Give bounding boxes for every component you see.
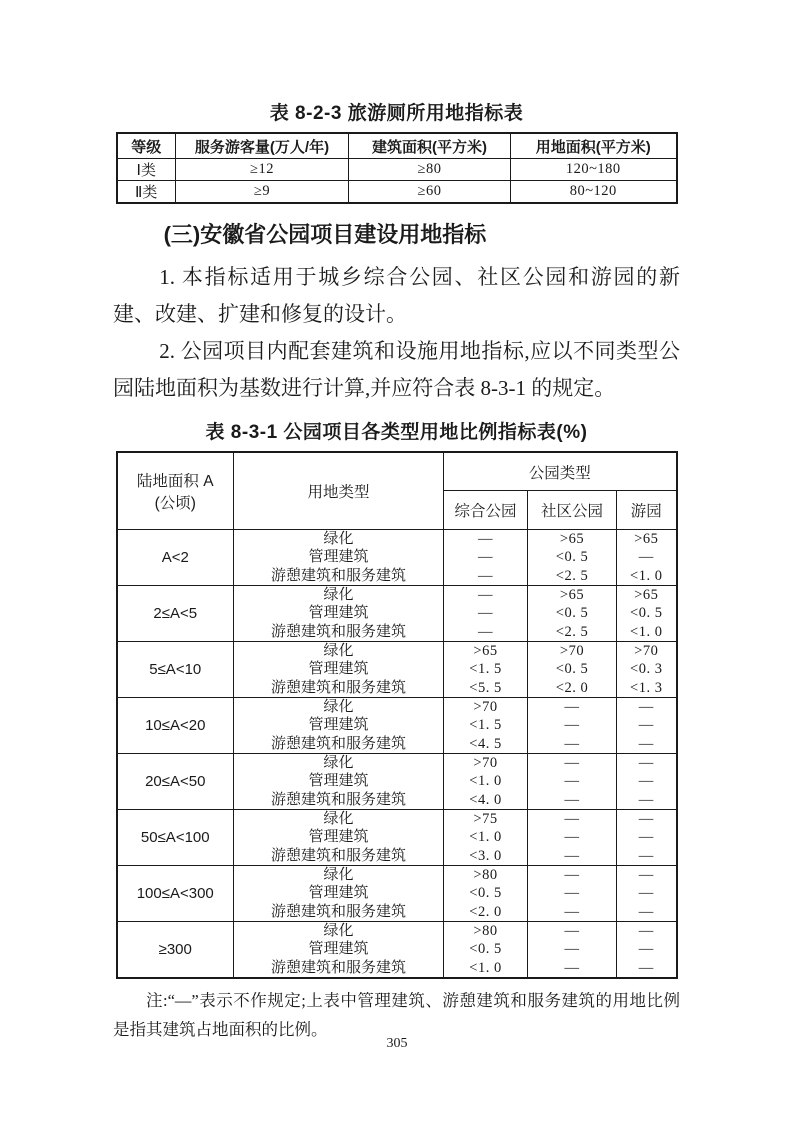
value-line: <1. 5 — [469, 661, 502, 678]
land-type-line: 管理建筑 — [308, 548, 369, 566]
column-header-park-type: 游园 — [617, 491, 677, 530]
value-cell — [444, 698, 528, 754]
land-type-line: 游憩建筑和服务建筑 — [270, 958, 406, 976]
value-line: <1. 0 — [469, 959, 502, 976]
area-cell: 10≤A<20 — [117, 698, 234, 754]
area-cell: ≥300 — [117, 922, 234, 979]
value-line: — — [478, 531, 493, 548]
table-row-group — [117, 586, 677, 642]
table-row-group — [117, 698, 677, 754]
land-type-line: 管理建筑 — [308, 940, 369, 958]
value-cell — [444, 642, 528, 698]
value-line: — — [564, 699, 580, 716]
value-line: >70 — [559, 643, 585, 660]
land-type-line: 游憩建筑和服务建筑 — [270, 678, 406, 696]
land-type-line: 绿化 — [323, 754, 354, 772]
land-type-cell — [234, 698, 444, 754]
table-park — [116, 451, 678, 979]
value-cell — [528, 530, 617, 586]
value-line: — — [564, 755, 580, 772]
paragraph-calculation: 2. 公园项目内配套建筑和设施用地指标,应以不同类型公园陆地面积为基数进行计算,并应符合表 8-3-1 的规定。 — [113, 339, 680, 400]
value-cell — [617, 698, 677, 754]
value-line: <4. 0 — [469, 791, 502, 808]
area-cell: 20≤A<50 — [117, 754, 234, 810]
value-cell — [617, 754, 677, 810]
value-cell — [444, 922, 528, 979]
table-park-body — [117, 530, 677, 979]
value-line: >70 — [634, 643, 659, 660]
section-heading: (三)安徽省公园项目建设用地指标 — [163, 222, 487, 247]
land-type-line: 管理建筑 — [308, 604, 369, 622]
value-line: — — [564, 903, 580, 920]
land-type-line: 游憩建筑和服务建筑 — [270, 846, 406, 864]
value-line: >65 — [559, 531, 585, 548]
value-line: — — [564, 773, 580, 790]
value-line: — — [478, 549, 493, 566]
page-number: 305 — [386, 1036, 408, 1051]
value-line: <0. 5 — [469, 941, 502, 958]
value-line: <0. 3 — [630, 661, 663, 678]
value-cell — [617, 866, 677, 922]
value-line: — — [638, 903, 654, 920]
value-cell — [617, 586, 677, 642]
value-line: — — [564, 959, 580, 976]
table-park-header-row-1 — [117, 452, 677, 491]
column-header: 等级 — [117, 133, 176, 159]
value-line: — — [564, 735, 580, 752]
column-header: 用地面积(平方米) — [511, 133, 677, 159]
land-type-line: 游憩建筑和服务建筑 — [270, 566, 406, 584]
column-header: 服务游客量(万人/年) — [176, 133, 349, 159]
value-line: — — [638, 959, 654, 976]
value-line: — — [564, 791, 580, 808]
value-line: <0. 5 — [630, 605, 663, 622]
value-line: — — [564, 941, 580, 958]
value-line: <2. 5 — [555, 567, 589, 584]
value-line: <0. 5 — [469, 885, 502, 902]
value-line: >80 — [473, 923, 498, 940]
land-area-label-line1: 陆地面积 A — [136, 473, 214, 490]
value-cell — [528, 642, 617, 698]
table-row — [117, 181, 677, 204]
table-note: 注:“—”表示不作规定;上表中管理建筑、游憩建筑和服务建筑的用地比例是指其建筑占地面积的比例。 — [113, 991, 680, 1039]
value-cell — [444, 810, 528, 866]
value-line: — — [564, 885, 580, 902]
area-cell: 100≤A<300 — [117, 866, 234, 922]
land-type-line: 游憩建筑和服务建筑 — [270, 734, 406, 752]
value-line: <1. 0 — [630, 623, 663, 640]
land-type-line: 游憩建筑和服务建筑 — [270, 790, 406, 808]
value-line: — — [478, 587, 493, 604]
value-line: >65 — [634, 531, 659, 548]
value-line: — — [564, 867, 580, 884]
land-type-line: 管理建筑 — [308, 884, 369, 902]
column-header: 建筑面积(平方米) — [349, 133, 511, 159]
value-cell — [444, 530, 528, 586]
value-cell: 120~180 — [511, 159, 677, 181]
land-area-label-line2: (公顷) — [154, 495, 196, 512]
value-line: — — [564, 847, 580, 864]
value-line: <1. 0 — [630, 567, 663, 584]
land-type-line: 绿化 — [323, 586, 354, 604]
land-type-line: 绿化 — [323, 866, 354, 884]
table-toilet — [116, 132, 678, 204]
land-type-cell — [234, 810, 444, 866]
table-row-group — [117, 810, 677, 866]
column-header-park-type: 综合公园 — [444, 491, 528, 530]
value-line: — — [638, 549, 654, 566]
table-row — [117, 159, 677, 181]
value-line: — — [638, 829, 654, 846]
land-type-line: 管理建筑 — [308, 716, 369, 734]
value-line: <4. 5 — [469, 735, 502, 752]
column-header-park-type-group: 公园类型 — [444, 452, 677, 491]
land-type-line: 游憩建筑和服务建筑 — [270, 622, 406, 640]
value-line: — — [638, 735, 654, 752]
value-line: >65 — [634, 587, 659, 604]
value-line: — — [564, 717, 580, 734]
value-cell — [528, 922, 617, 979]
value-line: >65 — [559, 587, 585, 604]
area-cell: A<2 — [117, 530, 234, 586]
value-cell — [617, 810, 677, 866]
value-line: — — [638, 773, 654, 790]
value-line: — — [638, 867, 654, 884]
value-line: — — [638, 755, 654, 772]
land-type-cell — [234, 922, 444, 979]
land-type-line: 绿化 — [323, 922, 354, 940]
table-toilet-header-row — [117, 133, 677, 159]
value-line: — — [638, 791, 654, 808]
value-line: >70 — [473, 699, 498, 716]
land-type-cell — [234, 530, 444, 586]
land-type-cell — [234, 866, 444, 922]
value-line: — — [478, 567, 493, 584]
value-line: — — [478, 605, 493, 622]
value-line: <3. 0 — [469, 847, 502, 864]
value-cell: ≥60 — [349, 181, 511, 204]
area-cell: 2≤A<5 — [117, 586, 234, 642]
value-line: <5. 5 — [469, 679, 502, 696]
value-line: — — [638, 717, 654, 734]
value-cell — [444, 866, 528, 922]
value-line: — — [638, 847, 654, 864]
value-line: <1. 3 — [630, 679, 663, 696]
land-type-line: 管理建筑 — [308, 772, 369, 790]
value-cell — [617, 530, 677, 586]
land-type-line: 游憩建筑和服务建筑 — [270, 902, 406, 920]
value-line: <2. 5 — [555, 623, 589, 640]
table-row-group — [117, 530, 677, 586]
grade-cell: Ⅱ类 — [117, 181, 176, 204]
table-row-group — [117, 754, 677, 810]
value-cell: ≥9 — [176, 181, 349, 204]
value-cell — [528, 810, 617, 866]
value-line: <2. 0 — [469, 903, 502, 920]
value-cell — [617, 642, 677, 698]
column-header-park-type: 社区公园 — [528, 491, 617, 530]
land-type-line: 管理建筑 — [308, 828, 369, 846]
land-type-line: 管理建筑 — [308, 660, 369, 678]
table-row-group — [117, 642, 677, 698]
value-line: >80 — [473, 867, 498, 884]
value-cell: ≥80 — [349, 159, 511, 181]
value-line: — — [564, 829, 580, 846]
value-line: <1. 0 — [469, 773, 502, 790]
table-park-title: 表 8-3-1 公园项目各类型用地比例指标表(%) — [205, 422, 588, 443]
land-type-line: 绿化 — [323, 698, 354, 716]
table-row-group — [117, 922, 677, 979]
value-line: <0. 5 — [555, 605, 589, 622]
area-cell: 50≤A<100 — [117, 810, 234, 866]
area-cell: 5≤A<10 — [117, 642, 234, 698]
value-line: — — [638, 941, 654, 958]
value-line: — — [638, 923, 654, 940]
value-line: <1. 5 — [469, 717, 502, 734]
value-line: >70 — [473, 755, 498, 772]
value-cell: 80~120 — [511, 181, 677, 204]
value-line: — — [564, 811, 580, 828]
value-cell — [528, 866, 617, 922]
value-line: — — [478, 623, 493, 640]
value-line: — — [564, 923, 580, 940]
table-row-group — [117, 866, 677, 922]
value-line: <1. 0 — [469, 829, 502, 846]
value-cell — [528, 754, 617, 810]
value-line: >75 — [473, 811, 498, 828]
paragraph-scope: 1. 本指标适用于城乡综合公园、社区公园和游园的新建、改建、扩建和修复的设计。 — [113, 265, 680, 326]
value-cell — [528, 698, 617, 754]
value-cell: ≥12 — [176, 159, 349, 181]
table-toilet-body — [117, 159, 677, 204]
column-header-land-type: 用地类型 — [234, 452, 444, 530]
land-type-cell — [234, 642, 444, 698]
value-line: <2. 0 — [555, 679, 589, 696]
land-type-cell — [234, 754, 444, 810]
value-line: — — [638, 885, 654, 902]
land-type-line: 绿化 — [323, 642, 354, 660]
grade-cell: Ⅰ类 — [117, 159, 176, 181]
value-line: <0. 5 — [555, 549, 589, 566]
value-line: — — [638, 811, 654, 828]
value-cell — [528, 586, 617, 642]
value-line: <0. 5 — [555, 661, 589, 678]
document-content — [113, 0, 680, 1061]
value-line: — — [638, 699, 654, 716]
land-type-cell — [234, 586, 444, 642]
value-cell — [617, 922, 677, 979]
land-type-line: 绿化 — [323, 530, 354, 548]
column-header-land-area — [117, 452, 234, 530]
land-type-line: 绿化 — [323, 810, 354, 828]
value-line: >65 — [473, 643, 498, 660]
value-cell — [444, 754, 528, 810]
value-cell — [444, 586, 528, 642]
table-toilet-title: 表 8-2-3 旅游厕所用地指标表 — [269, 103, 524, 124]
